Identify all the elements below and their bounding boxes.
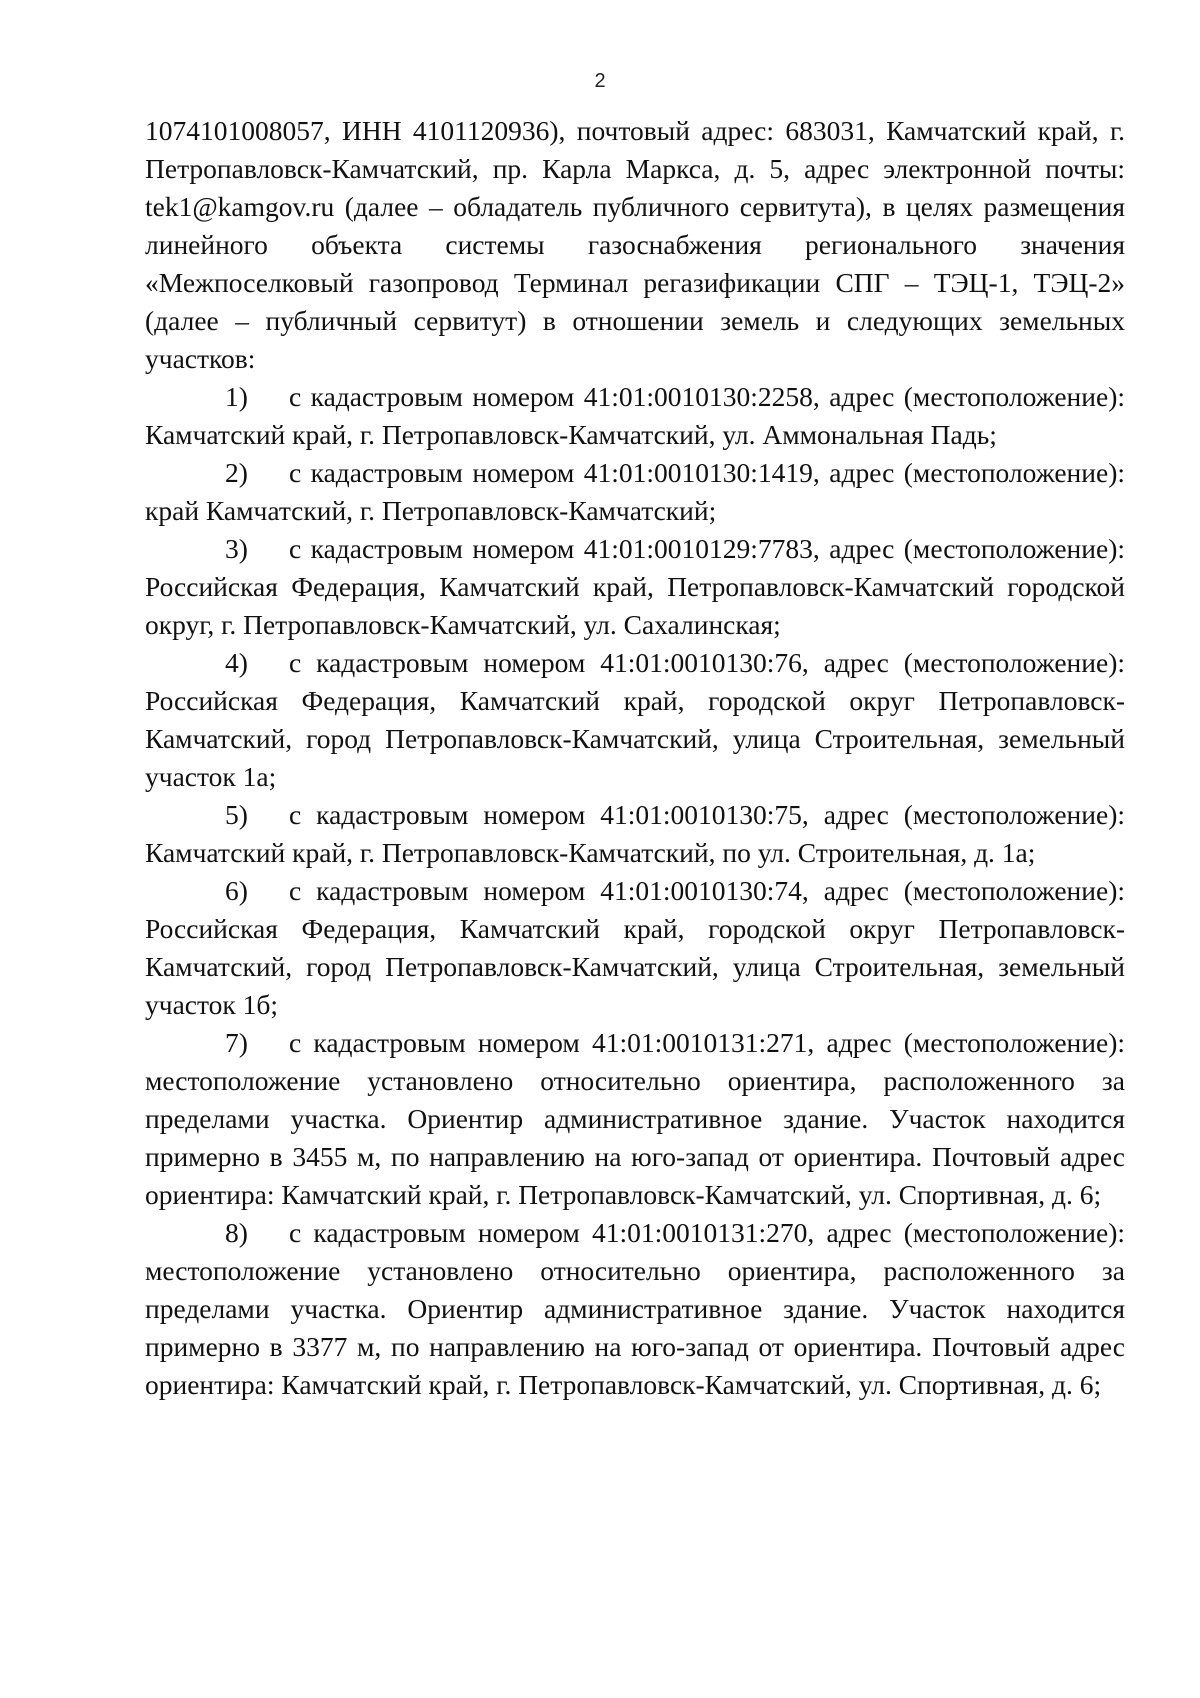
- item-text: с кадастровым номером 41:01:0010130:74, адрес (местоположение): Российская Федерация, Камчатский край, городской округ Петропавловск-Камчатский, город Петропавловск-Камчатский, улица Строительная, земельный участок 1б;: [145, 875, 1125, 1020]
- item-number: 6): [225, 875, 248, 906]
- list-item: [145, 796, 1125, 872]
- item-number: 4): [225, 647, 248, 678]
- list-item: [145, 378, 1125, 454]
- intro-paragraph: 1074101008057, ИНН 4101120936), почтовый адрес: 683031, Камчатский край, г. Петропавловск-Камчатский, пр. Карла Маркса, д. 5, адрес электронной почты: tek1@kamgov.ru (далее – обладатель публичного сервитута), в целях размещения линейного объекта системы газоснабжения регионального значения «Межпоселковый газопровод Терминал регазификации СПГ – ТЭЦ-1, ТЭЦ-2» (далее – публичный сервитут) в отношении земель и следующих земельных участков:: [145, 115, 1125, 374]
- item-number: 8): [225, 1217, 248, 1248]
- item-number: 5): [225, 799, 248, 830]
- item-number: 7): [225, 1027, 248, 1058]
- item-text: с кадастровым номером 41:01:0010131:271, адрес (местоположение): местоположение установлено относительно ориентира, расположенного за пределами участка. Ориентир административное здание. Участок находится примерно в 3455 м, по направлению на юго-запад от ориентира. Почтовый адрес ориентира: Камчатский край, г. Петропавловск-Камчатский, ул. Спортивная, д. 6;: [145, 1027, 1125, 1210]
- list-item: [145, 1024, 1125, 1214]
- item-number: 1): [225, 381, 248, 412]
- list-item: [145, 454, 1125, 530]
- document-body: [145, 112, 1125, 1404]
- item-number: 3): [225, 533, 248, 564]
- item-text: с кадастровым номером 41:01:0010130:75, адрес (местоположение): Камчатский край, г. Петропавловск-Камчатский, по ул. Строительная, д. 1а;: [145, 799, 1125, 868]
- item-text: с кадастровым номером 41:01:0010130:2258, адрес (местоположение): Камчатский край, г. Петропавловск-Камчатский, ул. Аммональная Падь;: [145, 381, 1125, 450]
- list-item: [145, 644, 1125, 796]
- list-item: [145, 872, 1125, 1024]
- item-number: 2): [225, 457, 248, 488]
- item-text: с кадастровым номером 41:01:0010130:1419, адрес (местоположение): край Камчатский, г. Петропавловск-Камчатский;: [145, 457, 1125, 526]
- page-number: 2: [594, 70, 606, 92]
- list-item: [145, 1214, 1125, 1404]
- item-text: с кадастровым номером 41:01:0010130:76, адрес (местоположение): Российская Федерация, Камчатский край, городской округ Петропавловск-Камчатский, город Петропавловск-Камчатский, улица Строительная, земельный участок 1а;: [145, 647, 1125, 792]
- item-text: с кадастровым номером 41:01:0010131:270, адрес (местоположение): местоположение установлено относительно ориентира, расположенного за пределами участка. Ориентир административное здание. Участок находится примерно в 3377 м, по направлению на юго-запад от ориентира. Почтовый адрес ориентира: Камчатский край, г. Петропавловск-Камчатский, ул. Спортивная, д. 6;: [145, 1217, 1125, 1400]
- list-item: [145, 530, 1125, 644]
- item-text: с кадастровым номером 41:01:0010129:7783, адрес (местоположение): Российская Федерация, Камчатский край, Петропавловск-Камчатский городской округ, г. Петропавловск-Камчатский, ул. Сахалинская;: [145, 533, 1125, 640]
